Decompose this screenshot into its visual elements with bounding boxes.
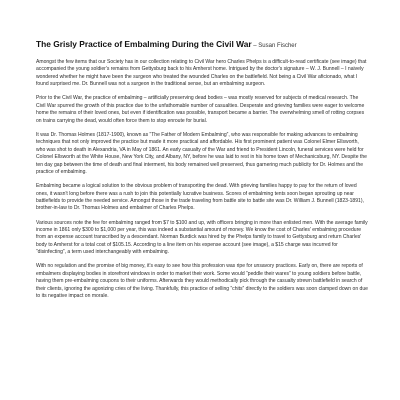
article-author: – Susan Fischer xyxy=(251,43,297,49)
paragraph-1: Amongst the few items that our Society has in our collection relating to Civil War hero Charles Phelps is a difficult-to-read certificate (see image) that accompanied the young soldier's remains from Gettysburg back to his Amherst home. Intrigued by the doctor's signature – W. J. Bunnell – I naively wondered whether he might have been the surgeon who treated the wounded Charles on the battlefield. Not being a Civil War aficionado, what I found surprised me. Dr. Bunnell was not a surgeon in the traditional sense, but an embalming surgeon. xyxy=(36,59,367,88)
paragraph-5: Various sources note the fee for embalming ranged from $7 to $100 and up, with officers bringing in more than enlisted men. With the average family income in 1861 only $300 to $1,000 per year, this was indeed a substantial amount of money. We know the cost of Charles' embalming procedure from an expense account transcribed by a descendant. Norman Burdick was hired by the Phelps family to travel to Gettysburg and return Charles' body to Amherst for a total cost of $105.15. According to a line item on his expense account (see image), a $15 charge was incurred for “disinfecting”, a term used interchangeably with embalming. xyxy=(36,219,368,256)
article-title: The Grisly Practice of Embalming During the Civil War xyxy=(36,39,252,49)
title-row xyxy=(36,37,368,52)
paragraph-4: Embalming became a logical solution to the obvious problem of transporting the dead. With grieving families happy to pay for the return of loved ones, it wasn't long before there was a rush to join this potentially lucrative business. Scores of embalming tents soon began sprouting up near battlefields to provide the needed service. Amongst those in the trade traveling from battle site to battle site was Dr. William J. Bunnell (1823-1891), brother-in-law to Dr. Thomas Holmes and embalmer of Charles Phelps. xyxy=(36,183,364,212)
paragraph-3: It was Dr. Thomas Holmes (1817-1900), known as “The Father of Modern Embalming”, who was responsible for making advances to embalming techniques that not only improved the practice but made it more practical and affordable. His first prominent patient was Colonel Elmer Ellsworth, who was shot to death in Alexandria, VA in May of 1861. An early casualty of the War and friend to President Lincoln, funeral services were held for Colonel Ellsworth at the White House, New York City, and Albany, NY, before he was laid to rest in his home town of Mechanicsburg, NY. Despite the ten day gap between the time of death and final interment, his body remained well preserved, thus garnering much publicity for Dr. Holmes and the practice of embalming. xyxy=(36,131,367,176)
paragraph-6: With no regulation and the promise of big money, it's easy to see how this profession was ripe for unsavory practices. Early on, there are reports of embalmers displaying bodies in storefront windows in order to market their work. Some would “peddle their wares” to young soldiers before battle, having them pre-embalming coupons to their uniforms. Afterwards they would methodically pick through the casualty strewn battlefield in search of their clients, ignoring the agonizing cries of the living. Thankfully, this practice of selling “chits” directly to the soldiers was soon clamped down on due to its negative impact on morale. xyxy=(36,263,368,300)
paragraph-2: Prior to the Civil War, the practice of embalming – artificially preserving dead bodies – was mostly reserved for subjects of medical research. The Civil War spurred the growth of this practice due to the unfathomable number of casualties. Desperate and grieving families were eager to welcome home the remains of their loved ones, but even if identification was possible, transport became a barrier. The overwhelming smell of rotting corpses on trains carrying the dead, would often force them to stop enroute for burial. xyxy=(36,95,365,124)
